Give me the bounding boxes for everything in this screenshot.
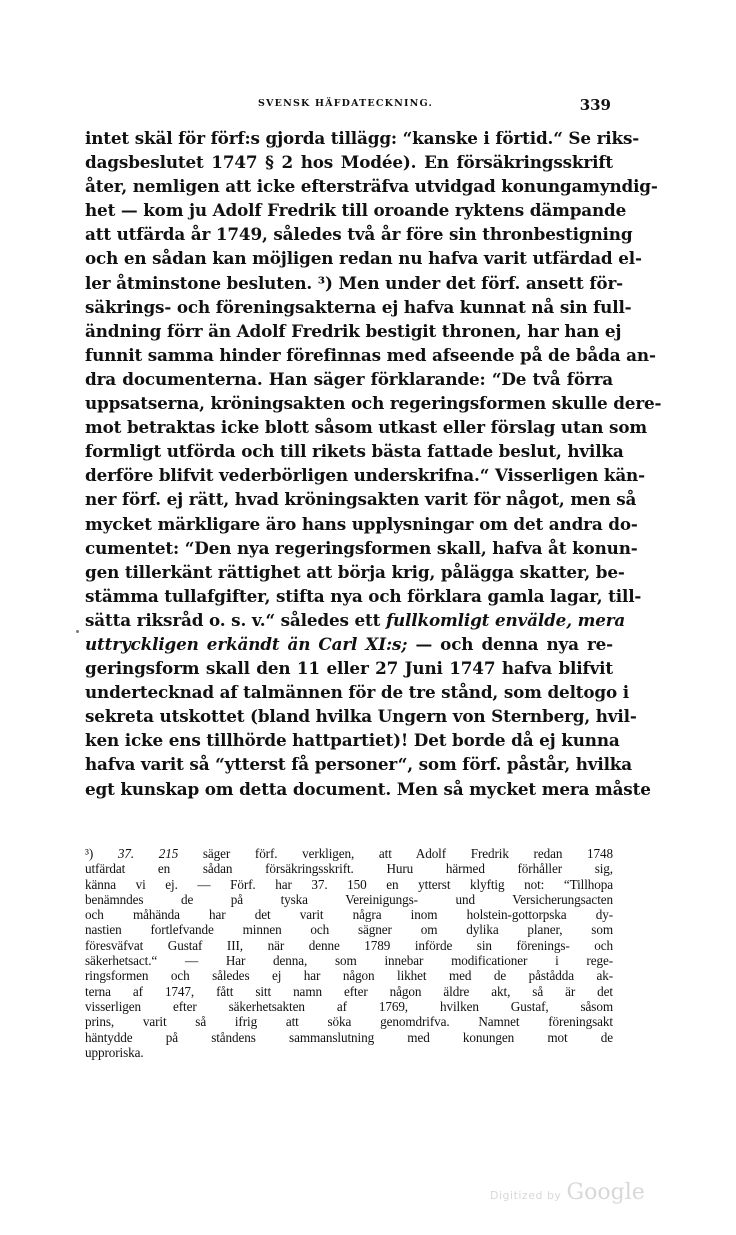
text-line: ler åtminstone besluten. ³) Men under det förf. ansett för- [85, 272, 623, 293]
text-line: uppsatserna, kröningsakten och regeringsformen skulle dere- [85, 393, 662, 414]
text-line-with-italic [85, 608, 626, 632]
text-line: cumentet: “Den nya regeringsformen skall, hafva åt konun- [85, 537, 638, 558]
main-text [85, 126, 662, 801]
text-line: att utfärda år 1749, således två år före sin thronbestigning [85, 224, 633, 245]
footnote-line: säkerhetsact.“ — Har denna, som innebar modificationer i rege- [85, 953, 613, 969]
text-line: dagsbeslutet 1747 § 2 hos Modée). En försäkringsskrift [85, 152, 613, 173]
italic-phrase: fullkomligt envälde, mera [385, 609, 626, 630]
text-line: derföre blifvit vederbörligen underskrifna.“ Visserligen kän- [85, 465, 645, 486]
page-number: 339 [579, 96, 611, 114]
footnote [85, 846, 613, 1060]
text-line: mot betraktas icke blott såsom utkast eller förslag utan som [85, 417, 647, 438]
watermark-digitized: Digitized by [490, 1189, 562, 1202]
text-line: åter, nemligen att icke eftersträfva utvidgad konungamyndig- [85, 176, 658, 197]
google-watermark [490, 1180, 645, 1205]
watermark-google-logo: Google [566, 1180, 645, 1205]
text-line: geringsform skall den 11 eller 27 Juni 1747 hafva blifvit [85, 658, 613, 679]
footnote-line: upproriska. [85, 1044, 144, 1060]
footnote-line: och måhända har det varit några inom holstein-gottorpska dy- [85, 907, 613, 923]
footnote-line: föresväfvat Gustaf III, när denne 1789 införde sin förenings- och [85, 937, 613, 953]
footnote-line: känna vi ej. — Förf. har 37. 150 en ytterst klyftig not: “Tillhopa [85, 876, 613, 892]
italic-phrase: uttryckligen erkändt än Carl XI:s; [85, 633, 408, 654]
footnote-line: benämndes de på tyska Vereinigungs- und Versicherungsacten [85, 891, 613, 907]
text-line: het — kom ju Adolf Fredrik till oroande ryktens dämpande [85, 200, 627, 221]
footnote-text: säger förf. verkligen, att Adolf Fredrik redan 1748 [178, 846, 613, 861]
text-line: mycket märkligare äro hans upplysningar om det andra do- [85, 513, 638, 534]
footnote-line: ringsformen och således ej har någon likhet med de påstådda ak- [85, 968, 613, 984]
text-line: funnit samma hinder förefinnas med afseende på de båda an- [85, 344, 656, 365]
text-line: dra documenterna. Han säger förklarande: “De två förra [85, 368, 613, 389]
footnote-marker: ³) [85, 846, 94, 861]
text-line: formligt utförda och till rikets bästa fattade beslut, hvilka [85, 441, 624, 462]
footnote-line: terna af 1747, fått sitt namn efter någon äldre akt, så är det [85, 983, 613, 999]
text-span: — och denna nya re- [407, 633, 613, 654]
footnote-reference: 37. 215 [117, 846, 179, 861]
footnote-line: utfärdat en sådan försäkringsskrift. Huru härmed förhåller sig, [85, 861, 613, 877]
text-line: sekreta utskottet (bland hvilka Ungern von Sternberg, hvil- [85, 706, 637, 727]
text-span: sätta riksråd o. s. v.“ således ett [85, 609, 386, 630]
text-line: intet skäl för förf:s gjorda tillägg: “kanske i förtid.“ Se riks- [85, 128, 640, 148]
text-line-with-italic [85, 632, 613, 656]
text-line: ken icke ens tillhörde hattpartiet)! Det borde då ej kunna [85, 730, 620, 751]
text-line: hafva varit så “ytterst få personer“, som förf. påstår, hvilka [85, 754, 633, 775]
text-line: ner förf. ej rätt, hvad kröningsakten varit för något, men så [85, 489, 637, 510]
text-line: säkrings- och föreningsakterna ej hafva kunnat nå sin full- [85, 296, 632, 317]
text-line: ändning förr än Adolf Fredrik bestigit thronen, har han ej [85, 320, 622, 341]
footnote-line: nastien fortlefvande minnen och sägner om dylika planer, som [85, 922, 613, 938]
footnote-line: prins, varit så ifrig att söka genomdrifva. Namnet föreningsakt [85, 1014, 613, 1030]
text-line: stämma tullafgifter, stifta nya och förklara gamla lagar, till- [85, 585, 642, 606]
margin-mark [76, 630, 79, 633]
text-line: egt kunskap om detta document. Men så mycket mera måste [85, 778, 651, 799]
running-head: SVENSK HÄFDATECKNING. [258, 98, 433, 109]
text-line: undertecknad af talmännen för de tre stånd, som deltogo i [85, 682, 629, 703]
text-line: gen tillerkänt rättighet att börja krig, pålägga skatter, be- [85, 561, 625, 582]
footnote-line: häntydde på ståndens sammanslutning med konungen mot de [85, 1029, 613, 1045]
footnote-line [85, 846, 613, 861]
text-line: och en sådan kan möjligen redan nu hafva varit utfärdad el- [85, 248, 642, 269]
footnote-line: visserligen efter säkerhetsakten af 1769, hvilken Gustaf, såsom [85, 998, 613, 1014]
page-header [85, 96, 613, 116]
